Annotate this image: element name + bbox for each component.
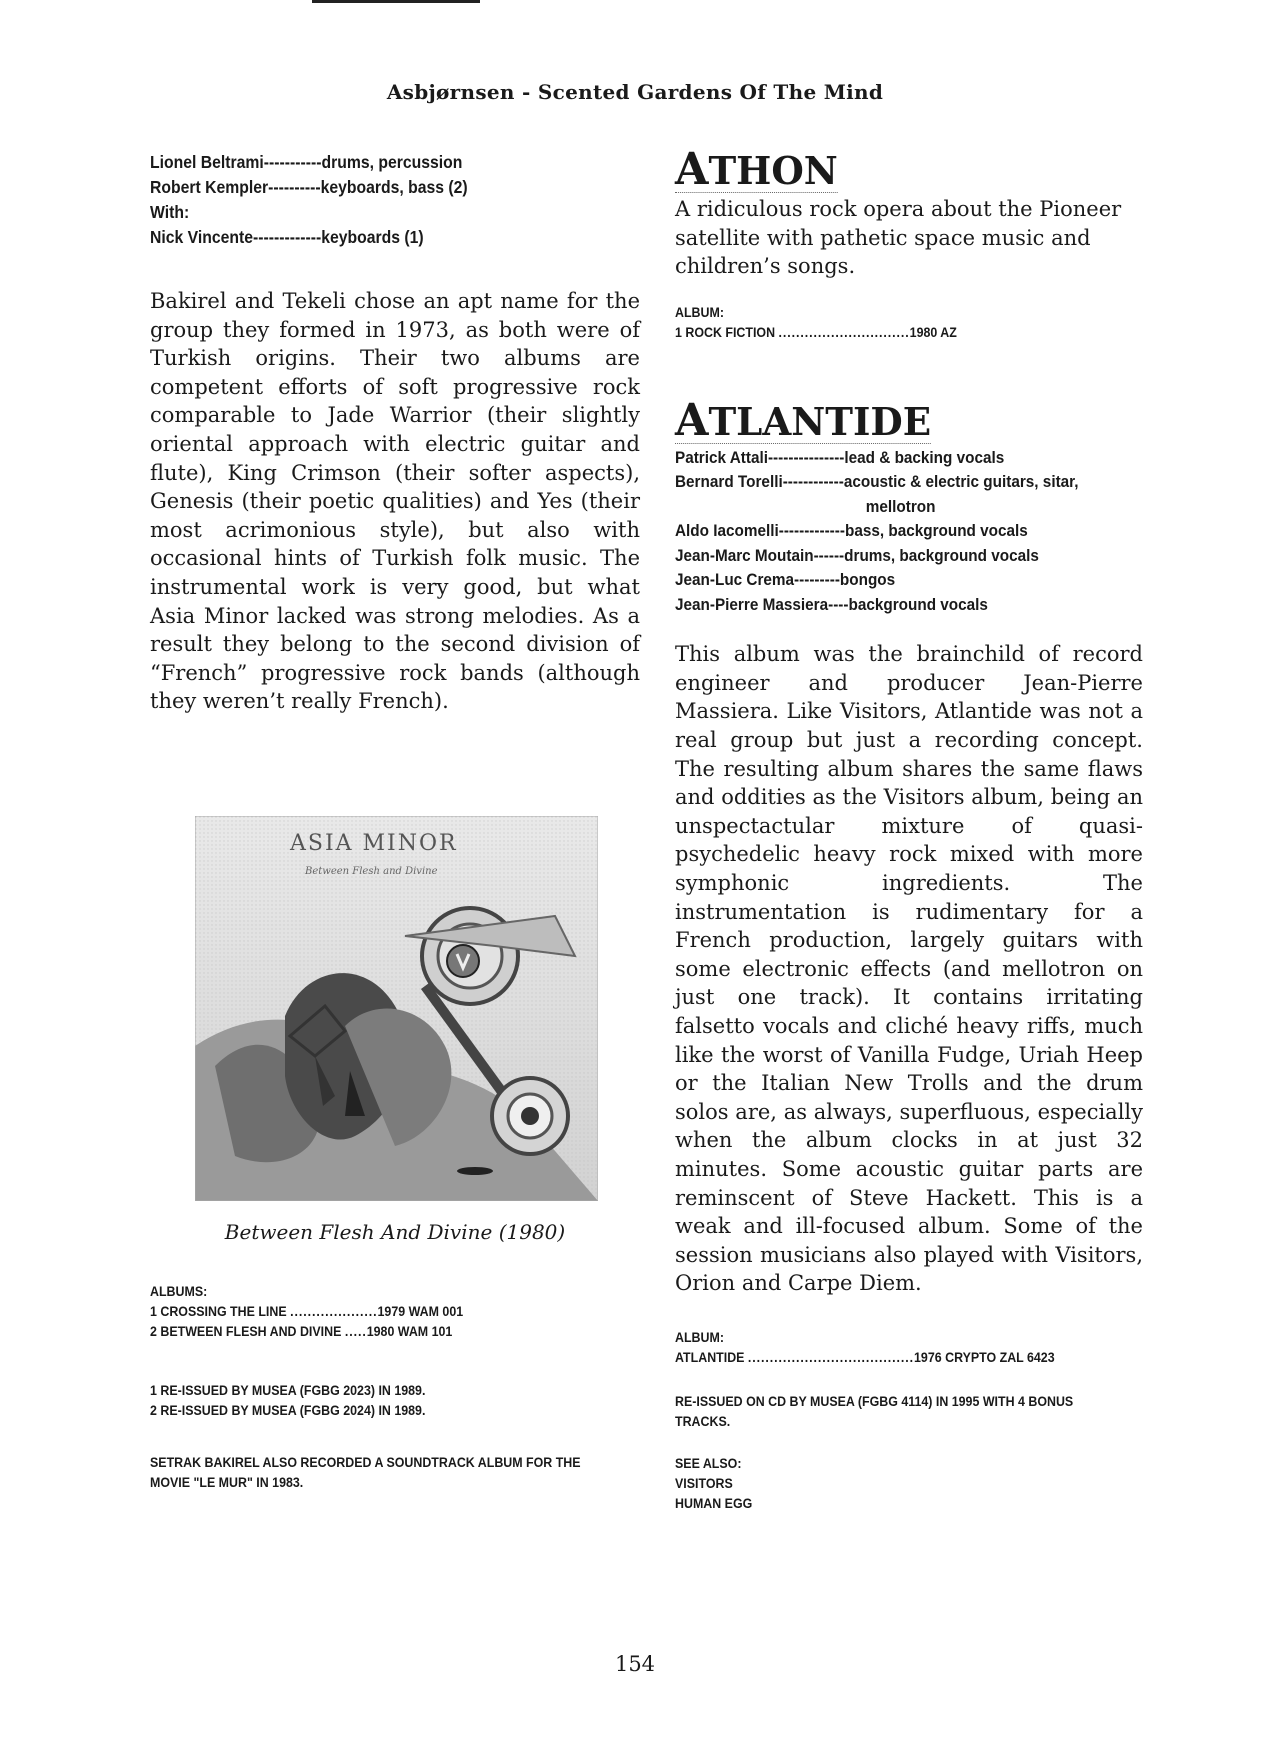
album-cover-image <box>195 816 598 1201</box>
running-head: Asbjørnsen - Scented Gardens Of The Mind <box>386 80 884 104</box>
lineup-row: Bernard Torelli------------acoustic & electric guitars, sitar, <box>675 472 1079 492</box>
top-rule <box>312 0 480 3</box>
soundtrack-note: SETRAK BAKIREL ALSO RECORDED A SOUNDTRACK ALBUM FOR THE MOVIE "LE MUR" IN 1983. <box>150 1455 581 1490</box>
album-entry: 1 ROCK FICTION ..............................1980 AZ <box>675 324 957 340</box>
album-entry: ATLANTIDE ......................................1976 CRYPTO ZAL 6423 <box>675 1349 1055 1365</box>
albums-heading: ALBUMS: <box>150 1284 208 1299</box>
lineup-row-continued: mellotron <box>865 496 936 516</box>
lineup-row: Nick Vincente-------------keyboards (1) <box>150 227 424 247</box>
lineup-row: Robert Kempler----------keyboards, bass (2) <box>150 177 468 197</box>
asia-minor-reissues <box>150 1381 637 1421</box>
album-entry: 2 BETWEEN FLESH AND DIVINE .....1980 WAM 101 <box>150 1324 453 1339</box>
reissue-note: 1 RE-ISSUED BY MUSEA (FGBG 2023) IN 1989. <box>150 1383 426 1398</box>
asia-minor-review: Bakirel and Tekeli chose an apt name for the group they formed in 1973, as both were of Turkish origins. Their two albums are competent efforts of soft progressive rock comparable to Jade Warrior (their slightly oriental approach with electric guitar and flute), King Crimson (their softer aspects), Genesis (their poetic qualities) and Yes (their most acrimonious style), but also with occasional hints of Turkish folk music. The instrumental work is very good, but what Asia Minor lacked was strong melodies. As a result they belong to the second division of “French” progressive rock bands (although they weren’t really French). <box>150 289 640 714</box>
atlantide-review: This album was the brainchild of record engineer and producer Jean-Pierre Massiera. Like Visitors, Atlantide was not a real group but just a recording concept. The resulting album shares the same flaws and oddities as the Visitors album, being an unspectactular mixture of quasi-psychedelic heavy rock mixed with more symphonic ingredients. The instrumentation is rudimentary for a French production, largely guitars with some electronic effects (and mellotron on just one track). It contains irritating falsetto vocals and cliché heavy riffs, much like the worst of Vanilla Fudge, Uriah Heep or the Italian New Trolls and the drum solos are, as always, superfluous, especially when the album clocks in at just 32 minutes. Some acoustic guitar parts are reminscent of Steve Hackett. This is a weak and ill-focused album. Some of the session musicians also played with Visitors, Orion and Carpe Diem. <box>675 642 1143 1296</box>
atlantide-reissue: RE-ISSUED ON CD BY MUSEA (FGBG 4114) IN 1995 WITH 4 BONUS TRACKS. <box>675 1393 1074 1429</box>
cover-band-text: ASIA MINOR <box>290 831 458 856</box>
see-also <box>675 1454 1140 1514</box>
album-heading: ALBUM: <box>675 1329 724 1345</box>
atlantide-lineup <box>675 446 1143 618</box>
lineup-row: Jean-Luc Crema---------bongos <box>675 570 896 590</box>
see-also-item: VISITORS <box>675 1475 733 1491</box>
asia-minor-lineup <box>150 150 640 250</box>
asia-minor-discography <box>150 1282 640 1493</box>
page-number: 154 <box>614 1652 656 1676</box>
atlantide-title: ATLANTIDE <box>675 394 932 446</box>
left-column <box>150 150 640 716</box>
athon-review: A ridiculous rock opera about the Pioneer satellite with pathetic space music and children’s songs. <box>675 197 1122 279</box>
lineup-row: With: <box>150 202 190 222</box>
cover-caption: Between Flesh And Divine (1980) <box>224 1220 566 1244</box>
see-also-heading: SEE ALSO: <box>675 1455 742 1471</box>
asia-minor-albums <box>150 1282 637 1342</box>
album-entry: 1 CROSSING THE LINE ....................1979 WAM 001 <box>150 1304 464 1319</box>
cover-album-text: Between Flesh and Divine <box>305 866 438 877</box>
reissue-note: 2 RE-ISSUED BY MUSEA (FGBG 2024) IN 1989. <box>150 1403 426 1418</box>
lineup-row: Aldo Iacomelli-------------bass, background vocals <box>675 521 1028 541</box>
lineup-row: Lionel Beltrami-----------drums, percussion <box>150 152 463 172</box>
see-also-item: HUMAN EGG <box>675 1495 753 1511</box>
lineup-row: Patrick Attali---------------lead & backing vocals <box>675 447 1005 467</box>
lineup-row: Jean-Pierre Massiera----background vocals <box>675 594 988 614</box>
lineup-row: Jean-Marc Moutain------drums, background vocals <box>675 545 1039 565</box>
atlantide-discography <box>675 1328 1140 1368</box>
athon-title: ATHON <box>675 144 838 195</box>
album-heading: ALBUM: <box>675 304 724 320</box>
right-column <box>675 144 1143 1514</box>
athon-discography <box>675 303 1140 343</box>
